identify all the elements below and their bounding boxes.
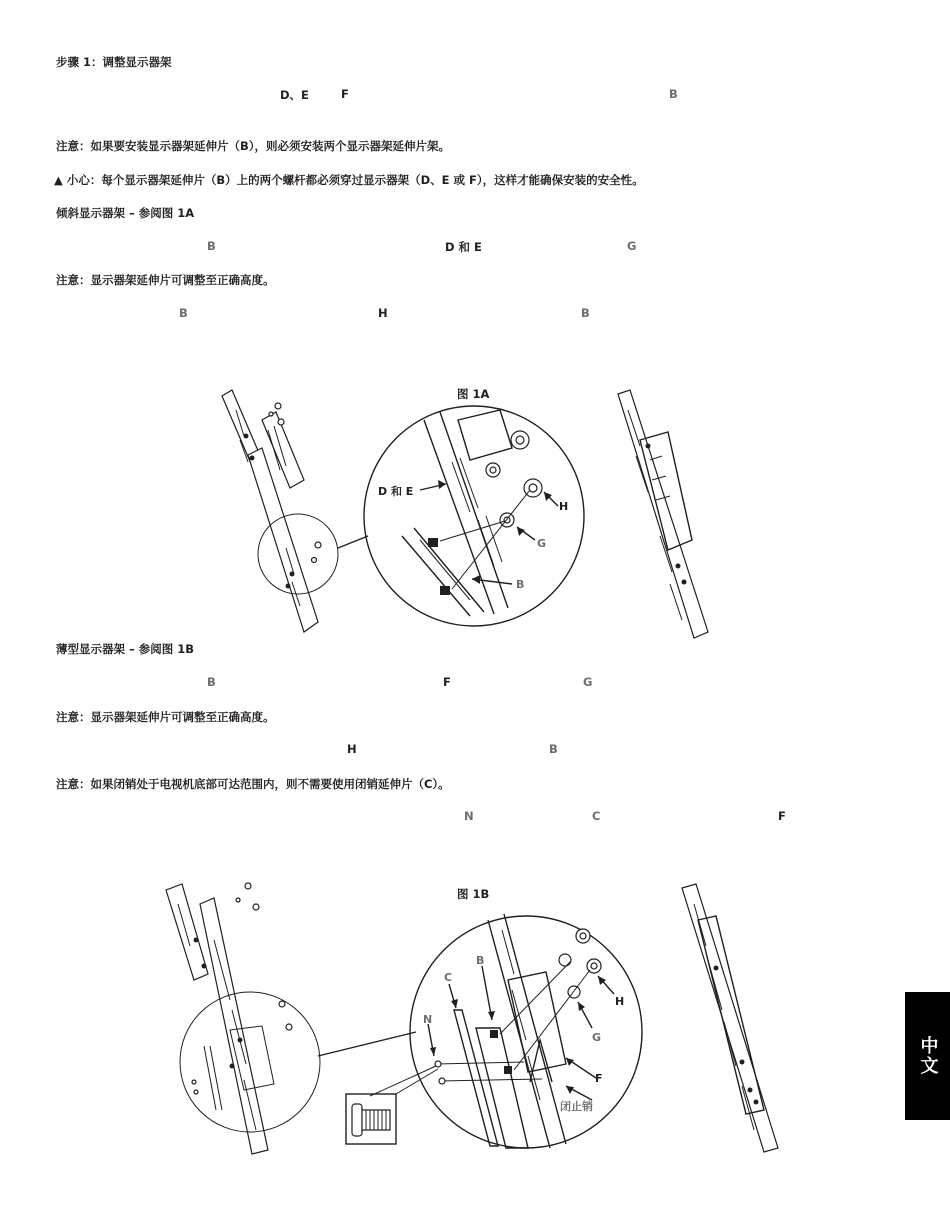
fig1b-detail-circle [410,914,642,1148]
warning-triangle-icon: ▲ [54,173,63,187]
p4-b2: B [581,306,590,320]
fig1b-label-c: C [444,971,453,984]
fig1b-label-n: N [423,1013,433,1026]
fig1b-label-h: H [615,995,625,1008]
tilt-heading: 倾斜显示器架 – 参阅图 1A [56,206,195,220]
fig1b-label-pin: 闭止销 [560,1100,593,1113]
note-3: 注意：显示器架延伸片可调整至正确高度。 [56,710,275,724]
p7-b: B [549,742,558,756]
fig1b-left-bracket [166,883,320,1154]
fig1b-zoom-line [318,1032,416,1056]
note-1: 注意：如果要安装显示器架延伸片（B），则必须安装两个显示器架延伸片架。 [56,139,451,153]
p1-b: B [669,87,678,101]
fig1b-pin-inset [346,1066,438,1144]
fig1b-label-f: F [595,1072,603,1085]
p1-d: D、E [280,88,309,102]
language-side-tab [905,992,950,1120]
fig1a-caption: 图 1A [457,387,490,401]
fig1b-label-b: B [476,954,485,967]
p8-f: F [778,809,786,823]
tilt-de: D 和 E [445,240,482,254]
language-tab-label: 中文 [917,1036,939,1076]
fig1b-caption: 图 1B [457,887,490,901]
slim-g: G [583,675,593,689]
caution-line: ▲ 小心：每个显示器架延伸片（B）上的两个螺杆都必须穿过显示器架（D、E 或 F），这样才能确保安装的安全性。 [54,173,644,187]
tilt-g: G [627,239,637,253]
p1-f: F [341,87,349,101]
p8-n: N [464,809,474,823]
tilt-b: B [207,239,216,253]
fig1a-label-g: G [537,537,547,550]
slim-f: F [443,675,451,689]
fig1a-label-b: B [516,578,525,591]
step-title: 步骤 1：调整显示器架 [56,55,172,69]
p8-c: C [592,809,601,823]
fig1a-label-de: D 和 E [378,485,414,498]
note-4: 注意：如果闭销处于电视机底部可达范围内，则不需要使用闭销延伸片（C）。 [56,777,450,791]
fig1b-label-g: G [592,1031,602,1044]
fig1a-label-h: H [559,500,569,513]
p7-h: H [347,742,357,756]
p4-b1: B [179,306,188,320]
slim-heading: 薄型显示器架 – 参阅图 1B [56,642,195,656]
fig1b-right-bracket [682,884,778,1152]
slim-b: B [207,675,216,689]
p4-h: H [378,306,388,320]
note-2: 注意：显示器架延伸片可调整至正确高度。 [56,273,275,287]
